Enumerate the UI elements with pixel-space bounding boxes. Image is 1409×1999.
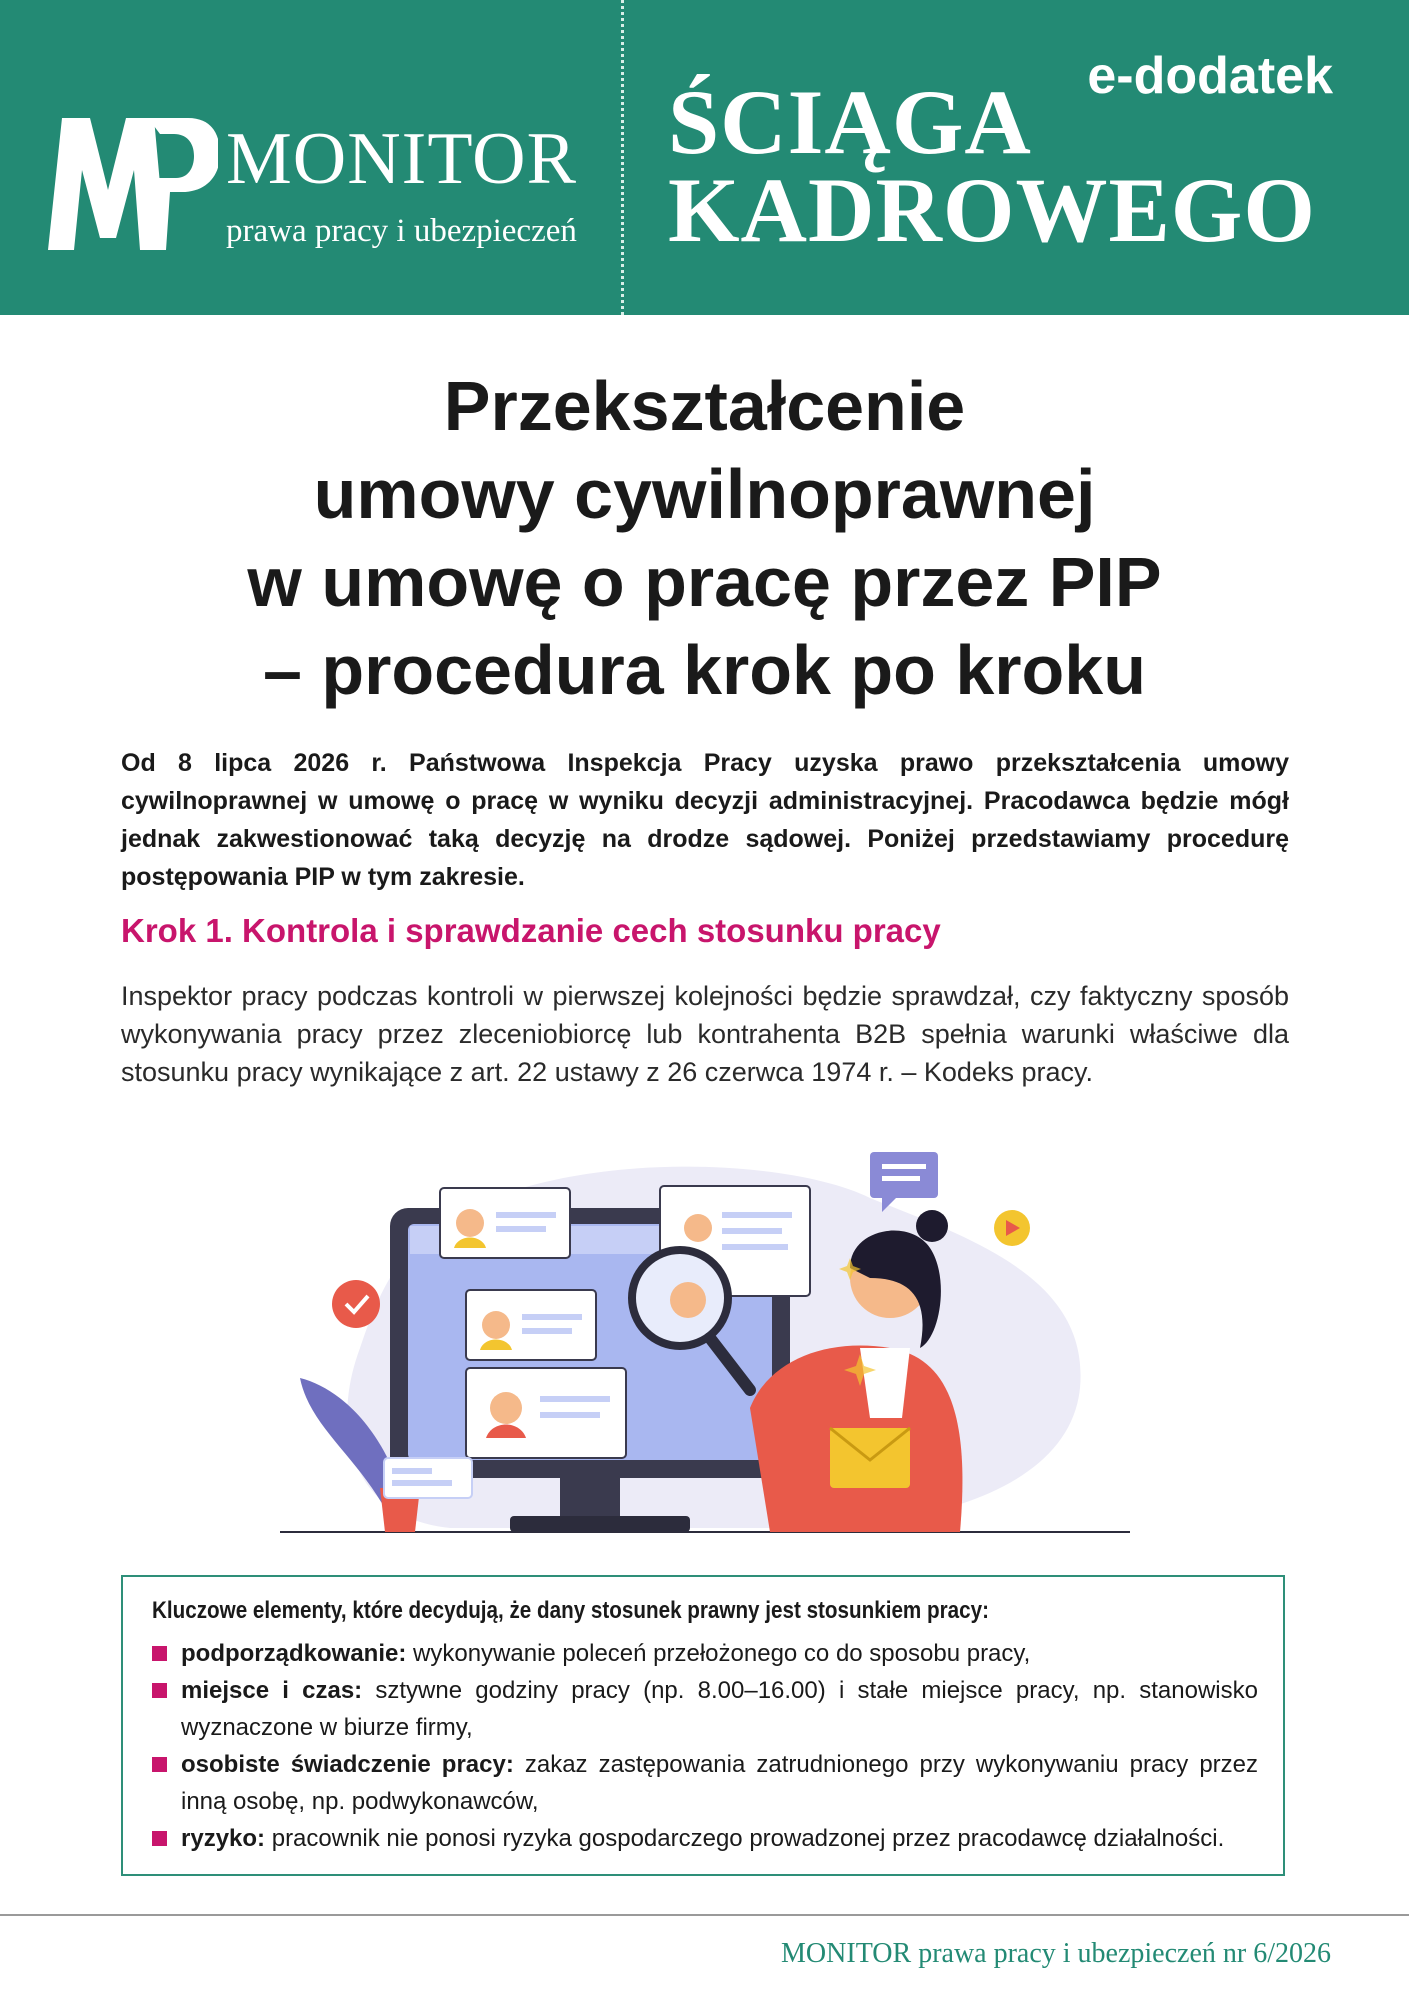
item-description: pracownik nie ponosi ryzyka gospodarczego prowadzonej przez pracodawcę działalności. — [271, 1825, 1225, 1852]
key-elements-box — [121, 1575, 1285, 1876]
profile-card-icon — [466, 1368, 626, 1458]
key-elements-heading: Kluczowe elementy, które decydują, że dany stosunek prawny jest stosunkiem pracy: — [152, 1597, 989, 1624]
header-banner — [0, 0, 1409, 315]
series-title-line: ŚCIĄGA — [668, 71, 1032, 173]
footer-rule — [0, 1914, 1409, 1916]
article-lead: Od 8 lipca 2026 r. Państwowa Inspekcja Pracy uzyska prawo przekształcenia umowy cywilnoprawnej w umowę o pracę w wyniku decyzji administracyjnej. Pracodawca będzie mógł jednak zakwestionować taką decyzję na drodze sądowej. Poniżej przedstawiamy procedurę postępowania PIP w tym zakresie. — [121, 749, 1289, 891]
square-bullet-icon — [152, 1646, 167, 1661]
logo-wordmark: MONITOR — [226, 118, 577, 200]
item-term: osobiste świadczenie pracy: — [181, 1751, 514, 1778]
title-line: Przekształcenie — [443, 367, 966, 445]
step-1-heading: Krok 1. Kontrola i sprawdzanie cech stosunku pracy — [121, 912, 941, 949]
play-icon — [994, 1210, 1030, 1246]
title-line: w umowę o pracę przez PIP — [247, 543, 1162, 621]
square-bullet-icon — [152, 1757, 167, 1772]
mp-logo-mark — [48, 118, 218, 250]
item-term: ryzyko: — [181, 1825, 266, 1852]
article-title — [0, 362, 1409, 714]
item-term: podporządkowanie: — [181, 1640, 407, 1667]
item-description: wykonywanie poleceń przełożonego co do sposobu pracy, — [413, 1640, 1031, 1667]
list-item — [152, 1672, 1258, 1746]
check-icon — [332, 1280, 380, 1328]
header-divider — [621, 0, 624, 315]
footer-publication: MONITOR prawa pracy i ubezpieczeń nr 6/2026 — [781, 1938, 1331, 1969]
square-bullet-icon — [152, 1831, 167, 1846]
series-title-line: KADROWEGO — [668, 159, 1316, 261]
list-item — [152, 1746, 1258, 1820]
title-line: – procedura krok po kroku — [262, 631, 1147, 709]
profile-card-icon — [466, 1290, 596, 1360]
item-description: zakaz zastępowania zatrudnionego przy wykonywaniu pracy przez inną osobę, np. podwykonawców, — [181, 1751, 1259, 1815]
key-elements-list — [152, 1635, 1258, 1857]
title-line: umowy cywilnoprawnej — [313, 455, 1096, 533]
step-1-body: Inspektor pracy podczas kontroli w pierwszej kolejności będzie sprawdzał, czy faktyczny sposób wykonywania pracy przez zleceniobiorcę lub kontrahenta B2B spełnia warunki właściwe dla stosunku pracy wynikające z art. 22 ustawy z 26 czerwca 1974 r. – Kodeks pracy. — [121, 981, 1289, 1087]
profile-card-icon — [440, 1188, 570, 1258]
item-term: miejsce i czas: — [181, 1677, 363, 1704]
logo-subtitle: prawa pracy i ubezpieczeń — [226, 213, 577, 249]
square-bullet-icon — [152, 1683, 167, 1698]
inspection-illustration — [270, 1128, 1140, 1548]
item-description: sztywne godziny pracy (np. 8.00–16.00) i stałe miejsce pracy, np. stanowisko wyznaczone w biurze firmy, — [181, 1677, 1258, 1741]
edition-badge: e-dodatek — [1087, 47, 1333, 105]
list-item — [152, 1635, 1258, 1672]
list-item — [152, 1820, 1258, 1857]
